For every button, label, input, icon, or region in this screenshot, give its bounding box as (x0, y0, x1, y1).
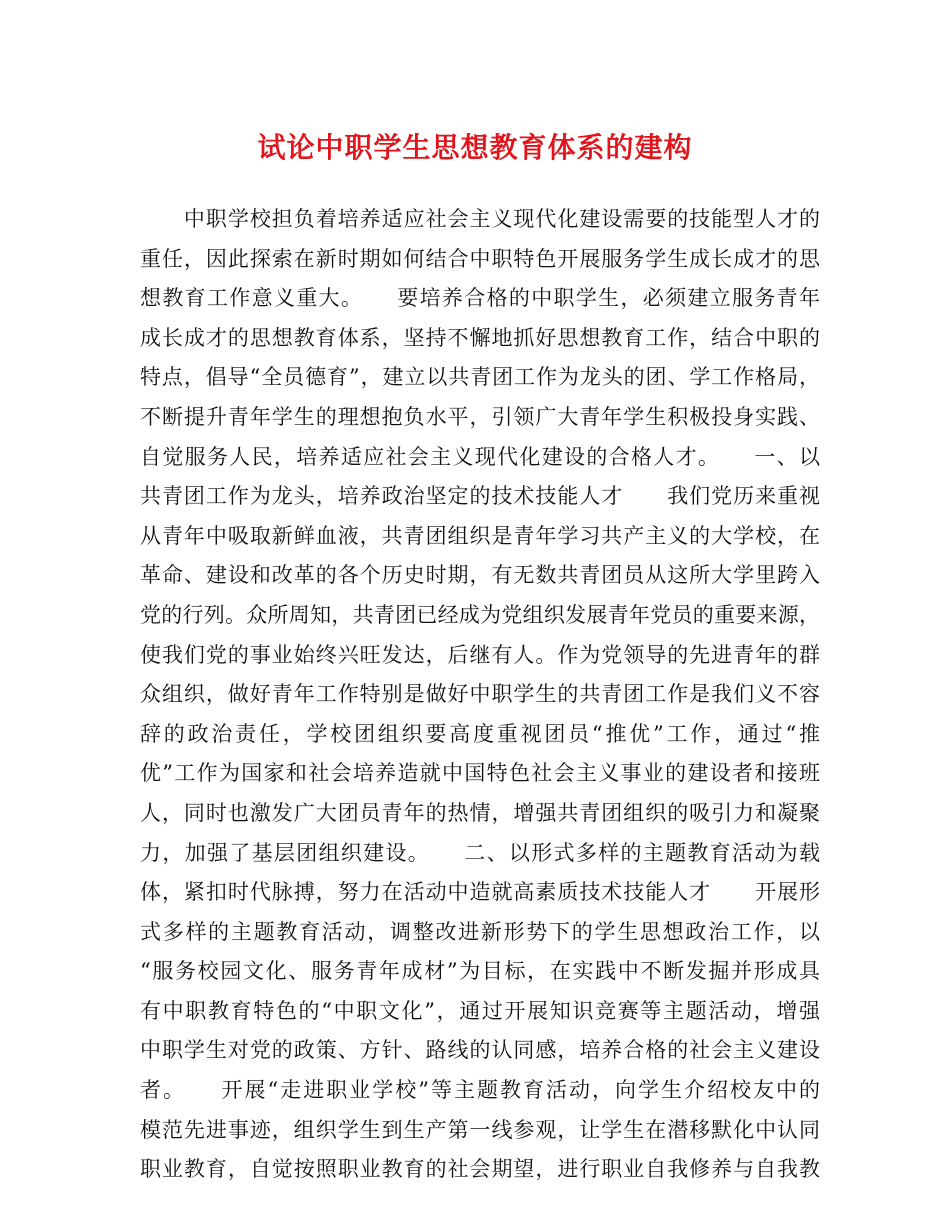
body-line: 众组织，做好青年工作特别是做好中职学生的共青团工作是我们义不容 (140, 682, 820, 707)
body-line: 人，同时也激发广大团员青年的热情，增强共青团组织的吸引力和凝聚 (140, 800, 820, 825)
document-body (140, 200, 820, 1190)
body-line: 重任，因此探索在新时期如何结合中职特色开展服务学生成长成才的思 (140, 246, 820, 271)
body-line: 不断提升青年学生的理想抱负水平，引领广大青年学生积极投身实践、 (140, 404, 820, 429)
body-line: 有中职教育特色的“中职文化”，通过开展知识竞赛等主题活动，增强 (140, 998, 820, 1023)
body-line: 式多样的主题教育活动，调整改进新形势下的学生思想政治工作，以 (140, 919, 820, 944)
body-line: 模范先进事迹，组织学生到生产第一线参观，让学生在潜移默化中认同 (140, 1117, 820, 1142)
body-line: 特点，倡导“全员德育”，建立以共青团工作为龙头的团、学工作格局， (140, 365, 820, 390)
body-line: 使我们党的事业始终兴旺发达，后继有人。作为党领导的先进青年的群 (140, 642, 820, 667)
body-line: 力，加强了基层团组织建设。 二、以形式多样的主题教育活动为载 (140, 840, 820, 865)
body-line: 职业教育，自觉按照职业教育的社会期望，进行职业自我修养与自我教 (140, 1157, 820, 1182)
body-line: 党的行列。众所周知，共青团已经成为党组织发展青年党员的重要来源， (140, 602, 820, 627)
body-line: 自觉服务人民，培养适应社会主义现代化建设的合格人才。 一、以 (140, 444, 820, 469)
body-line: 革命、建设和改革的各个历史时期，有无数共青团员从这所大学里跨入 (140, 563, 820, 588)
body-line: 成长成才的思想教育体系，坚持不懈地抓好思想教育工作，结合中职的 (140, 325, 820, 350)
document-title: 试论中职学生思想教育体系的建构 (257, 131, 693, 164)
body-line: 中职学校担负着培养适应社会主义现代化建设需要的技能型人才的 (140, 207, 820, 231)
body-line: 从青年中吸取新鲜血液，共青团组织是青年学习共产主义的大学校，在 (140, 523, 820, 548)
body-line: 辞的政治责任，学校团组织要高度重视团员“推优”工作，通过“推 (140, 721, 820, 746)
body-line: 者。 开展“走进职业学校”等主题教育活动，向学生介绍校友中的 (140, 1078, 820, 1103)
body-line: 共青团工作为龙头，培养政治坚定的技术技能人才 我们党历来重视 (140, 484, 820, 509)
body-line: 体，紧扣时代脉搏，努力在活动中造就高素质技术技能人才 开展形 (140, 880, 820, 905)
body-line: 想教育工作意义重大。 要培养合格的中职学生，必须建立服务青年 (140, 286, 820, 311)
body-line: “服务校园文化、服务青年成材”为目标，在实践中不断发掘并形成具 (140, 959, 820, 984)
body-line: 优”工作为国家和社会培养造就中国特色社会主义事业的建设者和接班 (140, 761, 820, 786)
body-line: 中职学生对党的政策、方针、路线的认同感，培养合格的社会主义建设 (140, 1038, 820, 1063)
